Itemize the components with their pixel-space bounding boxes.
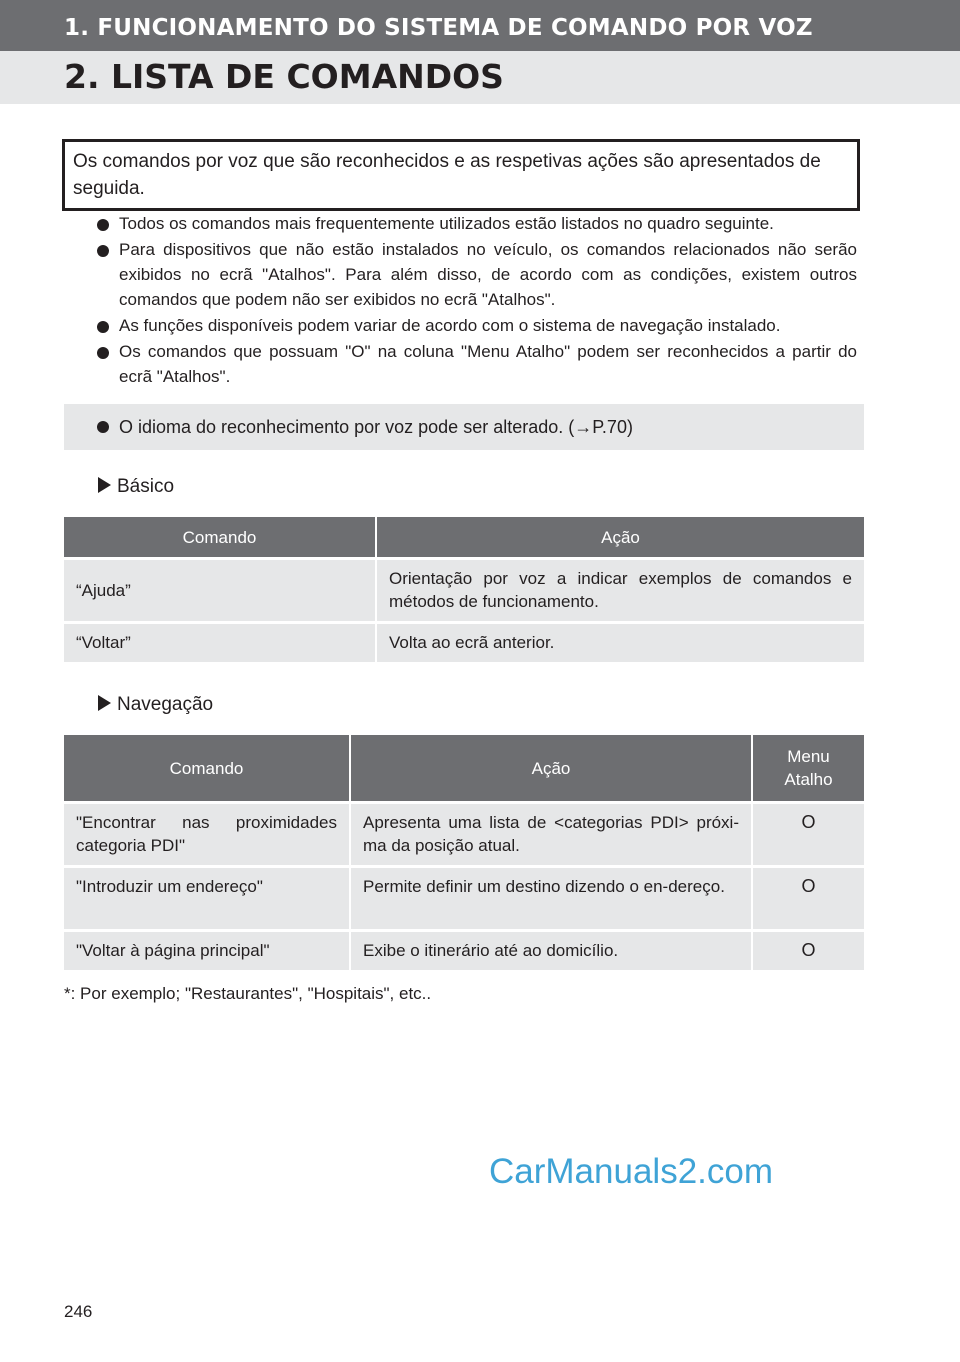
table-header-row xyxy=(64,735,864,803)
table-row xyxy=(64,803,864,867)
bullet-item xyxy=(97,339,857,389)
section-basic-heading xyxy=(98,476,174,498)
table-row xyxy=(64,623,864,663)
header-acao: Ação xyxy=(376,517,864,559)
shortcut-mark-cell: O xyxy=(752,803,864,867)
command-cell: "Encontrar nas proximidades categoria PDI" xyxy=(64,803,350,867)
action-cell: Exibe o itinerário até ao domicílio. xyxy=(350,931,752,971)
header-comando: Comando xyxy=(64,735,350,803)
bullet-dot-icon xyxy=(97,245,109,257)
bullet-dot-icon xyxy=(97,321,109,333)
action-cell: Volta ao ecrã anterior. xyxy=(376,623,864,663)
section-title: 2. LISTA DE COMANDOS xyxy=(64,57,504,96)
note-box xyxy=(64,404,864,450)
bullet-list xyxy=(97,211,857,390)
bullet-text: Os comandos que possuam "O" na coluna "Menu Atalho" podem ser reconhecidos a partir do ecrã "Atalhos". xyxy=(119,342,857,386)
triangle-right-icon xyxy=(98,695,111,711)
shortcut-mark-cell: O xyxy=(752,867,864,931)
section-basic-title: Básico xyxy=(117,476,175,497)
bullet-text: As funções disponíveis podem variar de acordo com o sistema de navegação instalado. xyxy=(119,316,781,335)
command-cell: “Ajuda” xyxy=(64,559,376,623)
action-cell: Orientação por voz a indicar exemplos de comandos e métodos de funcionamento. xyxy=(376,559,864,623)
header-menu-atalho: Menu Atalho xyxy=(752,735,864,803)
chapter-header-bar xyxy=(0,0,960,51)
bullet-item xyxy=(97,211,857,236)
triangle-right-icon xyxy=(98,477,111,493)
chapter-title: 1. FUNCIONAMENTO DO SISTEMA DE COMANDO POR VOZ xyxy=(64,15,813,41)
basic-commands-table xyxy=(64,517,864,662)
page-number: 246 xyxy=(64,1302,93,1321)
bullet-item xyxy=(97,313,857,338)
command-cell: “Voltar” xyxy=(64,623,376,663)
action-cell: Apresenta uma lista de <categorias PDI> próxi-ma da posição atual. xyxy=(350,803,752,867)
section-navigation-heading xyxy=(98,694,213,716)
table-row xyxy=(64,559,864,623)
navigation-commands-table xyxy=(64,735,864,970)
bullet-item xyxy=(97,237,857,312)
command-cell: "Voltar à página principal" xyxy=(64,931,350,971)
bullet-dot-icon xyxy=(97,347,109,359)
action-cell: Permite definir um destino dizendo o en-dereço. xyxy=(350,867,752,931)
header-acao: Ação xyxy=(350,735,752,803)
bullet-text: Todos os comandos mais frequentemente utilizados estão listados no quadro seguinte. xyxy=(119,214,774,233)
section-header-bar xyxy=(0,51,960,104)
command-cell: "Introduzir um endereço" xyxy=(64,867,350,931)
bullet-text: Para dispositivos que não estão instalados no veículo, os comandos relacionados não serão exibidos no ecrã "Atalhos". Para além disso, de acordo com as condições, existem outros comandos que podem não ser exibidos no ecrã "Atalhos". xyxy=(119,240,857,309)
shortcut-mark-cell: O xyxy=(752,931,864,971)
note-text: O idioma do reconhecimento por voz pode ser alterado. (→P.70) xyxy=(119,417,633,437)
table-row xyxy=(64,931,864,971)
intro-box: Os comandos por voz que são reconhecidos e as respetivas ações são apresentados de seguida. xyxy=(62,139,860,211)
bullet-dot-icon xyxy=(97,219,109,231)
watermark-text: CarManuals2.com xyxy=(489,1152,773,1191)
header-comando: Comando xyxy=(64,517,376,559)
bullet-dot-icon xyxy=(97,421,109,433)
table-row xyxy=(64,867,864,931)
section-navigation-title: Navegação xyxy=(117,694,214,715)
footnote: *: Por exemplo; "Restaurantes", "Hospitais", etc.. xyxy=(64,984,432,1003)
table-header-row xyxy=(64,517,864,559)
